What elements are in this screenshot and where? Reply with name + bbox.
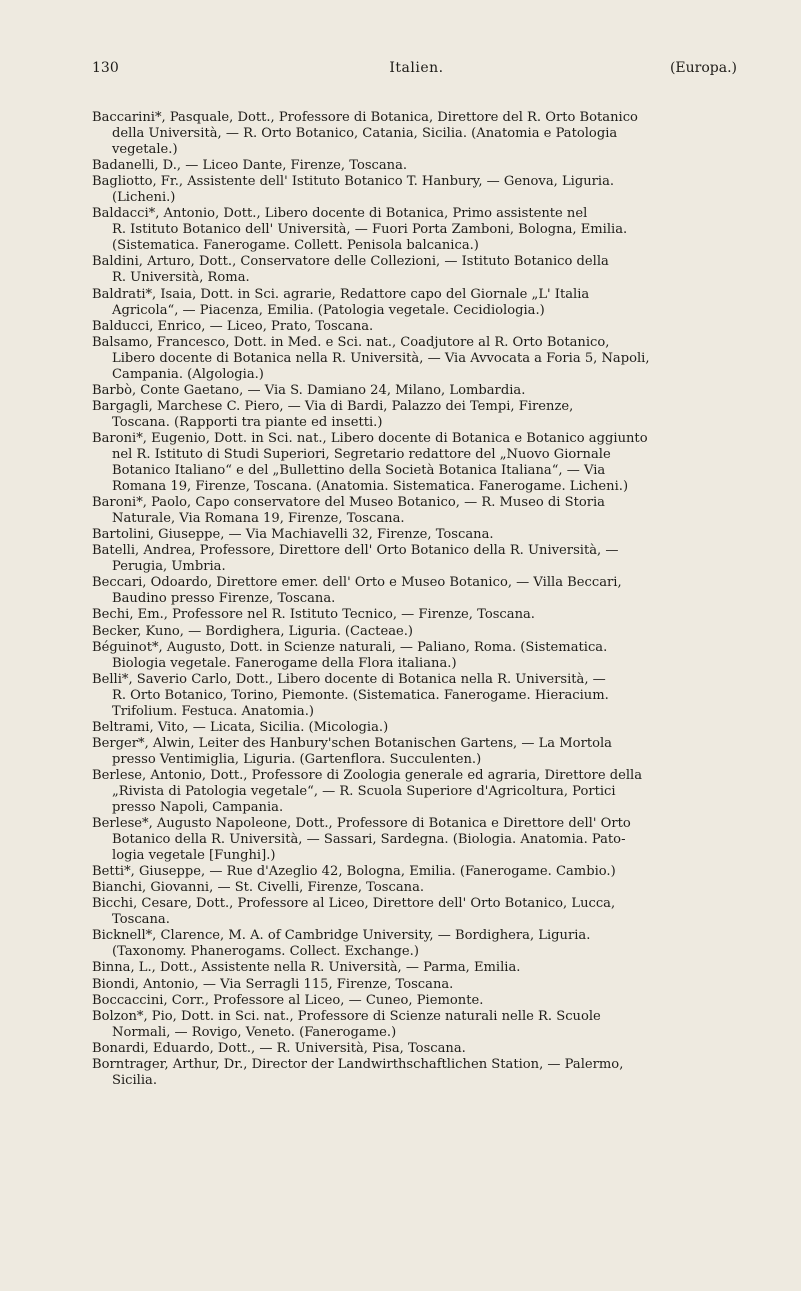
entry-line: Baldrati*, Isaia, Dott. in Sci. agrarie, Redattore capo del Giornale „L' Italia <box>92 286 590 302</box>
entry-line: Bargagli, Marchese C. Piero, — Via di Bardi, Palazzo dei Tempi, Firenze, <box>92 398 574 414</box>
entry-continuation-line: presso Napoli, Campania. <box>112 800 284 816</box>
section-label: (Europa.) <box>669 60 737 76</box>
entry-line: Béguinot*, Augusto, Dott. in Scienze naturali, — Paliano, Roma. (Sistematica. <box>92 639 608 655</box>
directory-listing <box>92 110 760 1089</box>
entry-line: Borntrager, Arthur, Dr., Director der Landwirthschaftlichen Station, — Palermo, <box>92 1056 624 1072</box>
entry-continuation-line: Perugia, Umbria. <box>112 559 226 575</box>
entry-line: Boccaccini, Corr., Professore al Liceo, — Cuneo, Piemonte. <box>92 992 484 1008</box>
entry-continuation-line: (Licheni.) <box>112 190 176 206</box>
entry-line: Belli*, Saverio Carlo, Dott., Libero docente di Botanica nella R. Università, — <box>92 671 606 687</box>
entry-continuation-line: vegetale.) <box>112 142 178 158</box>
entry-continuation-line: Naturale, Via Romana 19, Firenze, Toscana. <box>112 511 405 527</box>
entry-continuation-line: Sicilia. <box>112 1072 158 1088</box>
entry-line: Baroni*, Paolo, Capo conservatore del Museo Botanico, — R. Museo di Storia <box>92 495 605 511</box>
entry-line: Beccari, Odoardo, Direttore emer. dell' Orto e Museo Botanico, — Villa Beccari, <box>92 575 622 591</box>
entry-continuation-line: „Rivista di Patologia vegetale“, — R. Scuola Superiore d'Agricoltura, Portici <box>112 783 616 799</box>
entry-line: Baldini, Arturo, Dott., Conservatore delle Collezioni, — Istituto Botanico della <box>92 254 609 270</box>
entry-continuation-line: Libero docente di Botanica nella R. Università, — Via Avvocata a Foria 5, Napoli, <box>112 350 650 366</box>
entry-line: Bagliotto, Fr., Assistente dell' Istituto Botanico T. Hanbury, — Genova, Liguria. <box>92 174 615 190</box>
entry-line: Barbò, Conte Gaetano, — Via S. Damiano 24, Milano, Lombardia. <box>92 382 526 398</box>
page-number: 130 <box>92 60 119 76</box>
entry-continuation-line: Toscana. <box>112 912 170 928</box>
entry-line: Berlese, Antonio, Dott., Professore di Zoologia generale ed agraria, Direttore della <box>92 767 643 783</box>
entry-line: Bolzon*, Pio, Dott. in Sci. nat., Professore di Scienze naturali nelle R. Scuole <box>92 1008 601 1024</box>
entry-line: Balducci, Enrico, — Liceo, Prato, Toscana. <box>92 318 374 334</box>
entry-line: Binna, L., Dott., Assistente nella R. Università, — Parma, Emilia. <box>92 960 521 976</box>
entry-line: Berger*, Alwin, Leiter des Hanbury'schen Botanischen Gartens, — La Mortola <box>92 735 612 751</box>
entry-continuation-line: Botanico Italiano“ e del „Bullettino della Società Botanica Italiana“, — Via <box>112 463 606 479</box>
entry-continuation-line: Campania. (Algologia.) <box>112 366 264 382</box>
entry-line: Badanelli, D., — Liceo Dante, Firenze, Toscana. <box>92 158 408 174</box>
entry-continuation-line: Baudino presso Firenze, Toscana. <box>112 591 336 607</box>
entry-line: Bartolini, Giuseppe, — Via Machiavelli 32, Firenze, Toscana. <box>92 527 494 543</box>
entry-line: Balsamo, Francesco, Dott. in Med. e Sci. nat., Coadjutore al R. Orto Botanico, <box>92 334 610 350</box>
entry-continuation-line: Toscana. (Rapporti tra piante ed insetti.) <box>112 414 383 430</box>
entry-line: Becker, Kuno, — Bordighera, Liguria. (Cacteae.) <box>92 623 414 639</box>
entry-continuation-line: Normali, — Rovigo, Veneto. (Fanerogame.) <box>112 1024 397 1040</box>
entry-continuation-line: (Taxonomy. Phanerogams. Collect. Exchange.) <box>112 944 419 960</box>
entry-line: Baroni*, Eugenio, Dott. in Sci. nat., Libero docente di Botanica e Botanico aggiunto <box>92 430 648 446</box>
entry-line: Batelli, Andrea, Professore, Direttore dell' Orto Botanico della R. Università, — <box>92 543 619 559</box>
entry-continuation-line: (Sistematica. Fanerogame. Collett. Penisola balcanica.) <box>112 238 479 254</box>
entry-line: Bechi, Em., Professore nel R. Istituto Tecnico, — Firenze, Toscana. <box>92 607 535 623</box>
entry-line: Berlese*, Augusto Napoleone, Dott., Professore di Botanica e Direttore dell' Orto <box>92 816 631 832</box>
entry-continuation-line: R. Istituto Botanico dell' Università, — Fuori Porta Zamboni, Bologna, Emilia. <box>112 222 628 238</box>
entry-line: Baldacci*, Antonio, Dott., Libero docente di Botanica, Primo assistente nel <box>92 206 588 222</box>
entry-continuation-line: R. Orto Botanico, Torino, Piemonte. (Sistematica. Fanerogame. Hieracium. <box>112 687 609 703</box>
entry-continuation-line: Agricola“, — Piacenza, Emilia. (Patologia vegetale. Cecidiologia.) <box>112 302 545 318</box>
entry-line: Bonardi, Eduardo, Dott., — R. Università, Pisa, Toscana. <box>92 1040 466 1056</box>
entry-line: Biondi, Antonio, — Via Serragli 115, Firenze, Toscana. <box>92 976 454 992</box>
entry-line: Bianchi, Giovanni, — St. Civelli, Firenze, Toscana. <box>92 880 425 896</box>
entry-continuation-line: Trifolium. Festuca. Anatomia.) <box>112 703 314 719</box>
entry-line: Beltrami, Vito, — Licata, Sicilia. (Micologia.) <box>92 719 389 735</box>
entry-continuation-line: Botanico della R. Università, — Sassari, Sardegna. (Biologia. Anatomia. Pato- <box>112 832 626 848</box>
entry-line: Betti*, Giuseppe, — Rue d'Azeglio 42, Bologna, Emilia. (Fanerogame. Cambio.) <box>92 864 616 880</box>
entry-continuation-line: Romana 19, Firenze, Toscana. (Anatomia. Sistematica. Fanerogame. Licheni.) <box>112 479 629 495</box>
entry-continuation-line: della Università, — R. Orto Botanico, Catania, Sicilia. (Anatomia e Patologia <box>112 126 618 142</box>
entry-continuation-line: nel R. Istituto di Studi Superiori, Segretario redattore del „Nuovo Giornale <box>112 446 611 462</box>
entry-line: Bicchi, Cesare, Dott., Professore al Liceo, Direttore dell' Orto Botanico, Lucca, <box>92 896 616 912</box>
entry-continuation-line: presso Ventimiglia, Liguria. (Gartenflora. Succulenten.) <box>112 751 482 767</box>
page-title: Italien. <box>389 60 444 76</box>
running-head <box>92 60 741 82</box>
entry-line: Bicknell*, Clarence, M. A. of Cambridge University, — Bordighera, Liguria. <box>92 928 591 944</box>
entry-continuation-line: logia vegetale [Funghi].) <box>112 848 276 864</box>
entry-continuation-line: Biologia vegetale. Fanerogame della Flora italiana.) <box>112 655 457 671</box>
entry-line: Baccarini*, Pasquale, Dott., Professore di Botanica, Direttore del R. Orto Botanico <box>92 110 638 125</box>
entry-continuation-line: R. Università, Roma. <box>112 270 250 286</box>
